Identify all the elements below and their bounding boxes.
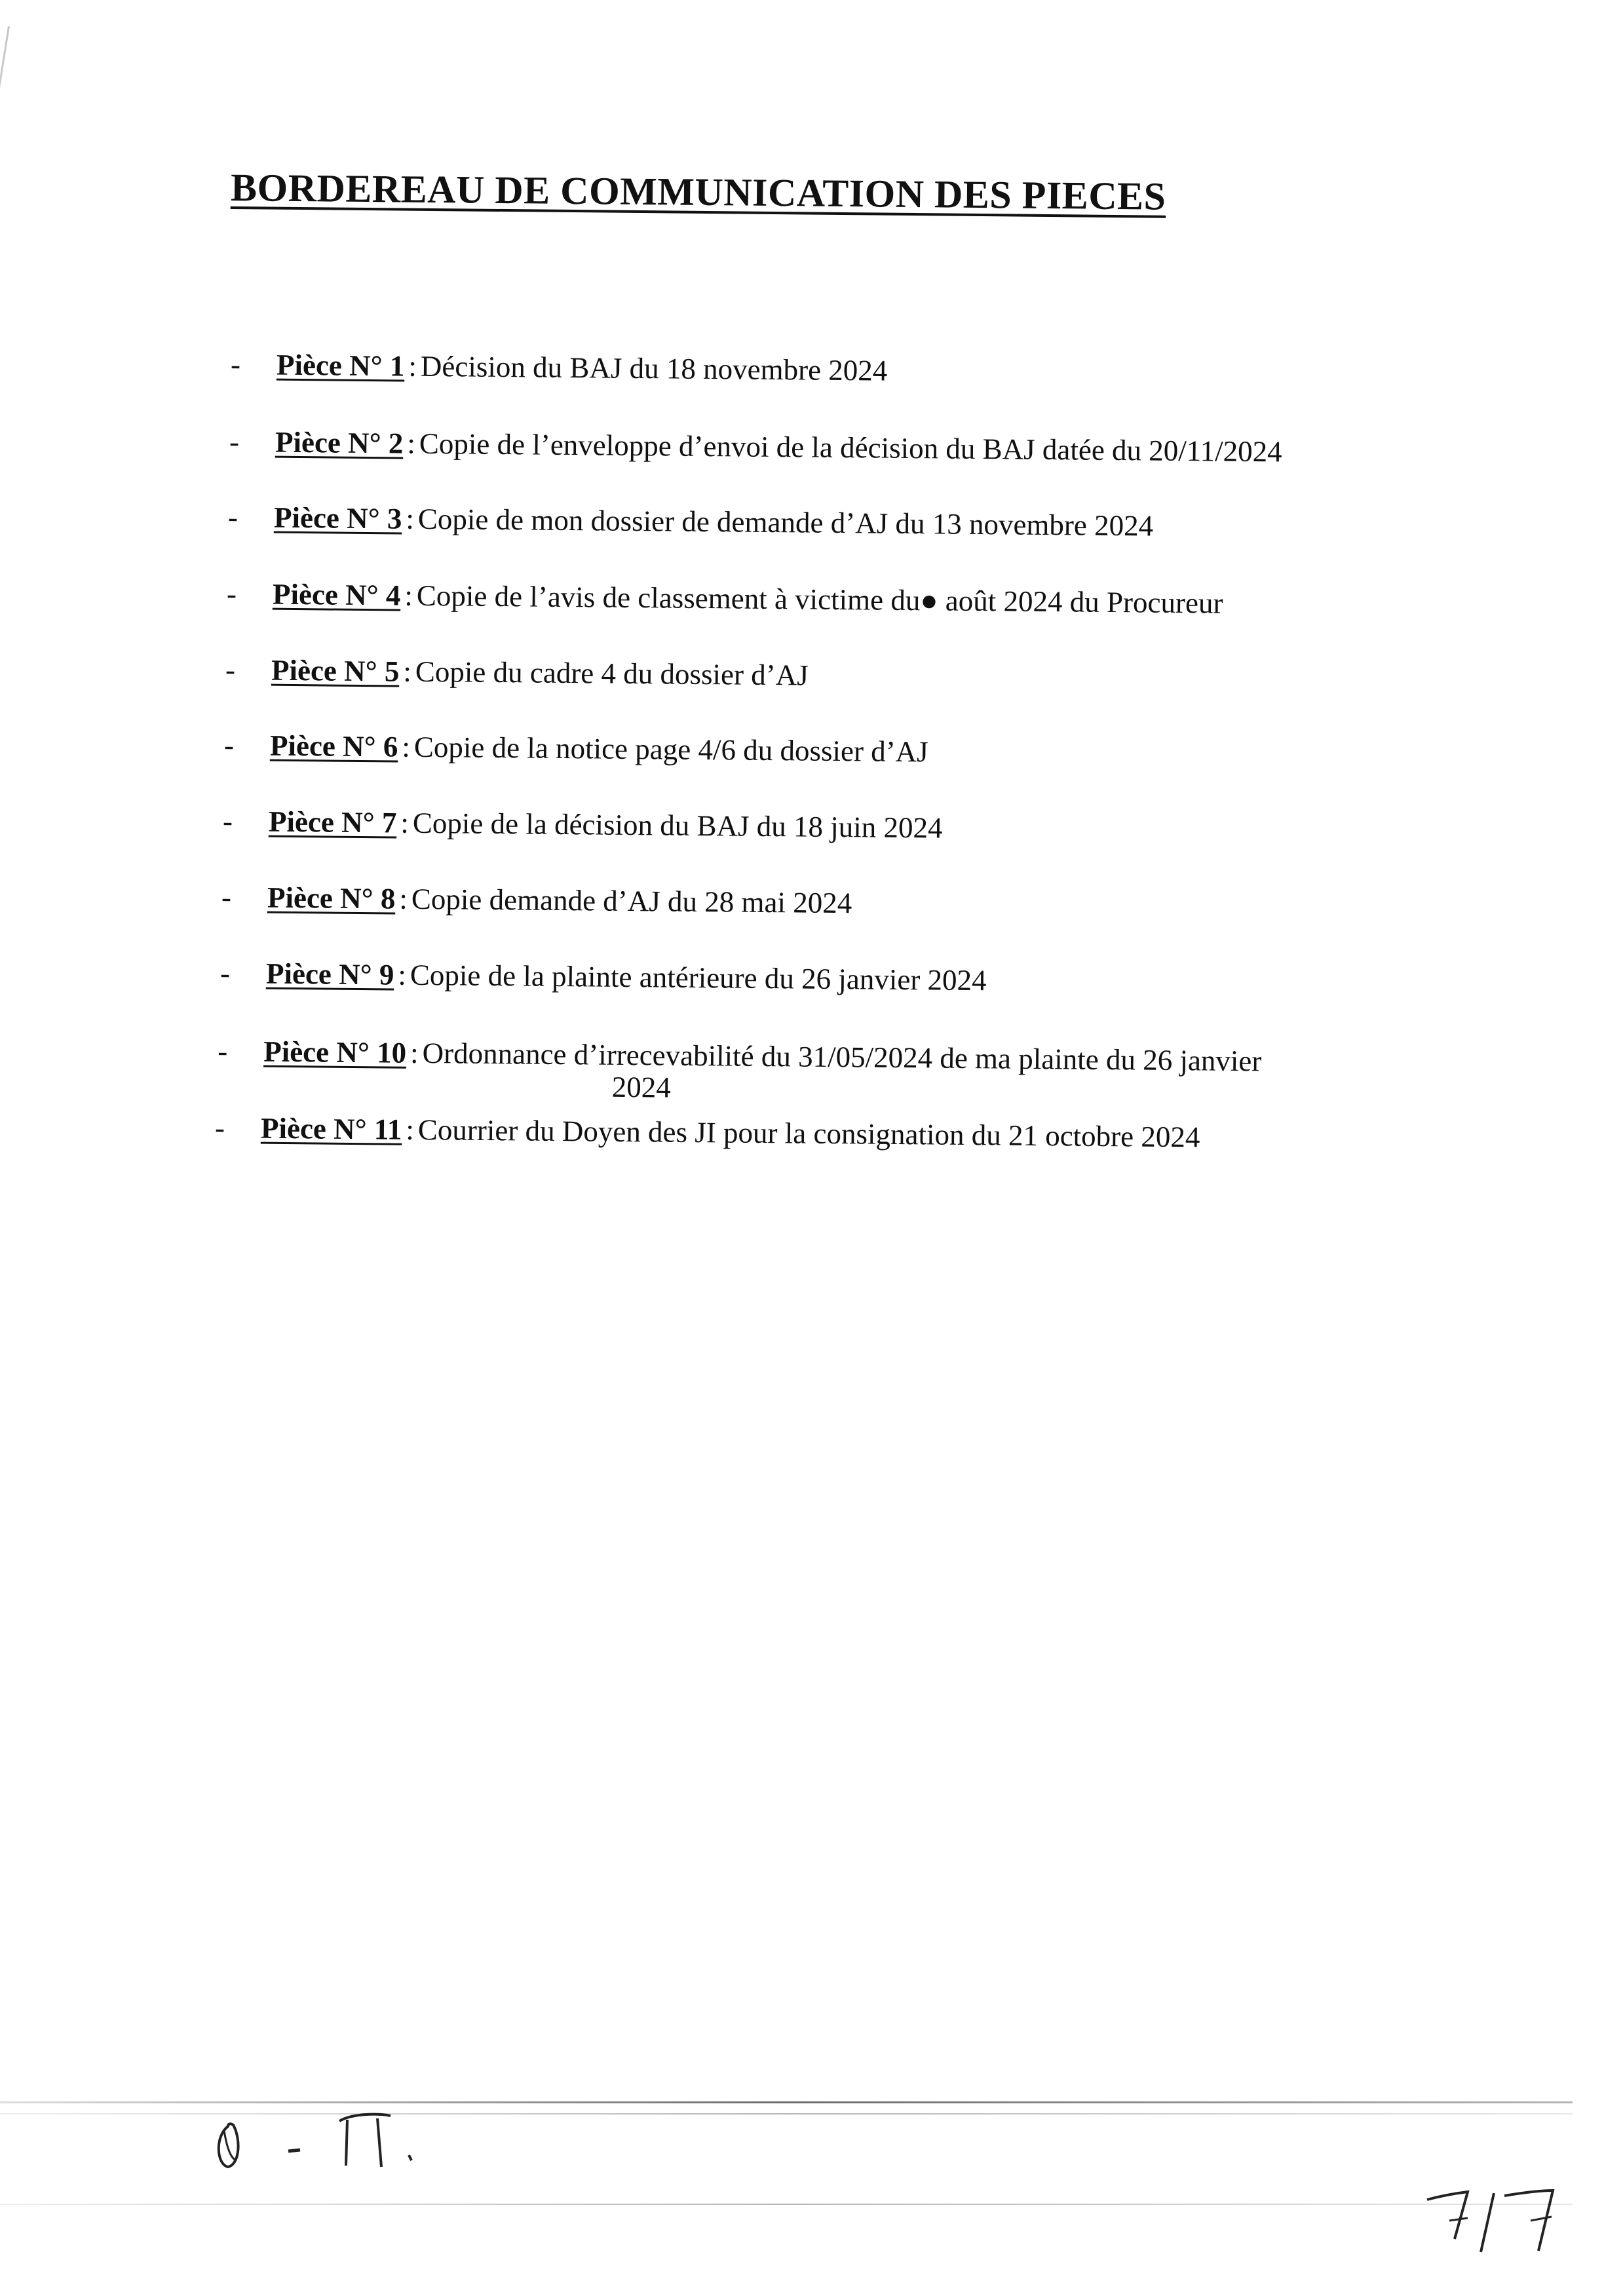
list-bullet: - bbox=[214, 1111, 225, 1145]
piece-item bbox=[223, 805, 943, 845]
piece-item bbox=[229, 426, 1282, 469]
piece-description: Décision du BAJ du 18 novembre 2024 bbox=[420, 349, 888, 387]
piece-label: Pièce N° 2 bbox=[275, 425, 404, 460]
document-title: BORDEREAU DE COMMUNICATION DES PIECES bbox=[230, 166, 1166, 218]
list-bullet: - bbox=[229, 425, 240, 459]
piece-separator: : bbox=[406, 1113, 415, 1146]
piece-separator: : bbox=[403, 655, 412, 688]
piece-label: Pièce N° 4 bbox=[272, 577, 401, 612]
piece-label: Pièce N° 9 bbox=[265, 957, 394, 991]
piece-item bbox=[220, 957, 987, 997]
piece-description: Courrier du Doyen des JI pour la consignation du 21 octobre 2024 bbox=[417, 1113, 1200, 1154]
piece-separator: : bbox=[404, 579, 413, 612]
piece-label: Pièce N° 5 bbox=[271, 653, 400, 688]
piece-item bbox=[227, 578, 1223, 620]
piece-separator: : bbox=[402, 730, 411, 763]
piece-description: Copie de l’avis de classement à victime du● août 2024 du Procureur bbox=[416, 579, 1223, 620]
list-bullet: - bbox=[225, 653, 236, 687]
piece-description: Copie demande d’AJ du 28 mai 2024 bbox=[411, 882, 852, 920]
piece-separator: : bbox=[406, 502, 415, 535]
list-bullet: - bbox=[230, 348, 241, 381]
list-bullet: - bbox=[227, 501, 239, 534]
piece-label: Pièce N° 8 bbox=[267, 881, 396, 915]
piece-description: Copie de mon dossier de demande d’AJ du 13 novembre 2024 bbox=[417, 502, 1154, 543]
piece-description: Copie de l’enveloppe d’envoi de la décision du BAJ datée du 20/11/2024 bbox=[419, 427, 1282, 469]
piece-separator: : bbox=[407, 427, 416, 460]
piece-description: Copie de la décision du BAJ du 18 juin 2024 bbox=[412, 806, 943, 845]
piece-item bbox=[215, 1112, 1200, 1154]
piece-label: Pièce N° 1 bbox=[276, 348, 405, 383]
piece-label: Pièce N° 11 bbox=[260, 1111, 402, 1146]
piece-label: Pièce N° 3 bbox=[273, 501, 402, 535]
handwritten-page-number-7-of-7-icon bbox=[1415, 2179, 1566, 2264]
piece-separator: : bbox=[408, 349, 417, 383]
list-bullet: - bbox=[217, 1035, 228, 1068]
list-bullet: - bbox=[221, 881, 232, 914]
piece-label: Pièce N° 6 bbox=[269, 729, 398, 763]
piece-separator: : bbox=[399, 882, 408, 915]
piece-item bbox=[221, 881, 852, 920]
piece-item bbox=[218, 1035, 1262, 1109]
signature-initials-icon bbox=[208, 2087, 431, 2172]
footer-rule-lower bbox=[0, 2204, 1573, 2205]
list-bullet: - bbox=[223, 729, 235, 762]
piece-separator: : bbox=[398, 958, 407, 991]
piece-item bbox=[224, 729, 928, 769]
piece-separator: : bbox=[400, 806, 410, 839]
piece-description: Copie du cadre 4 du dossier d’AJ bbox=[415, 655, 809, 692]
piece-description: Ordonnance d’irrecevabilité du 31/05/2024 de ma plainte du 26 janvier bbox=[422, 1037, 1262, 1078]
piece-item bbox=[228, 501, 1154, 543]
piece-description: Copie de la notice page 4/6 du dossier d’AJ bbox=[413, 730, 928, 769]
piece-label: Pièce N° 7 bbox=[268, 805, 397, 839]
piece-description-continuation: 2024 bbox=[611, 1070, 671, 1104]
piece-label: Pièce N° 10 bbox=[263, 1035, 407, 1069]
scan-edge-shadow bbox=[0, 26, 10, 480]
list-bullet: - bbox=[222, 805, 233, 838]
piece-separator: : bbox=[410, 1036, 419, 1069]
list-bullet: - bbox=[226, 577, 237, 611]
piece-item bbox=[225, 654, 809, 692]
piece-item bbox=[231, 349, 888, 387]
piece-description: Copie de la plainte antérieure du 26 janvier 2024 bbox=[410, 958, 987, 997]
list-bullet: - bbox=[220, 957, 231, 990]
